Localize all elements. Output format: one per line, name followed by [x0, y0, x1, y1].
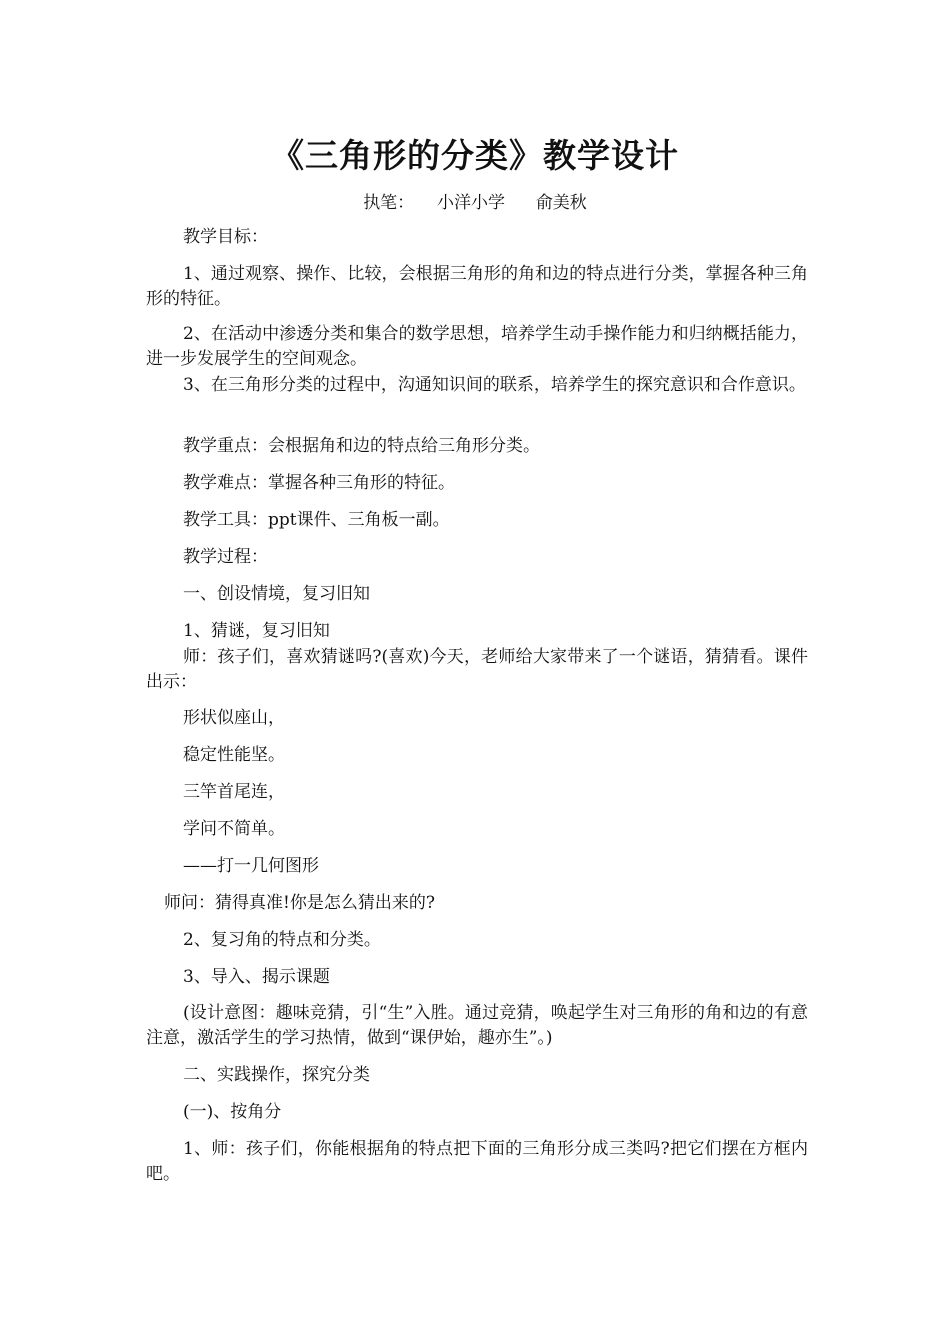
- author-name: 俞美秋: [535, 193, 587, 213]
- paragraph: 1、猜谜，复习旧知: [183, 621, 330, 641]
- section-heading: 一、创设情境，复习旧知: [183, 584, 370, 604]
- riddle-answer-hint: ——打一几何图形: [183, 856, 319, 876]
- paragraph: 师：孩子们，喜欢猜谜吗?(喜欢)今天，老师给大家带来了一个谜语，猜猜看。课件出示：: [146, 647, 808, 692]
- section-heading: 二、实践操作，探究分类: [183, 1065, 370, 1085]
- paragraph: 1、师：孩子们，你能根据角的特点把下面的三角形分成三类吗?把它们摆在方框内吧。: [146, 1139, 808, 1184]
- paragraph: 教学目标：: [183, 227, 268, 247]
- riddle-line: 稳定性能坚。: [183, 745, 285, 765]
- paragraph: 教学重点：会根据角和边的特点给三角形分类。: [183, 436, 540, 456]
- paragraph: 师问：猜得真准!你是怎么猜出来的?: [164, 893, 435, 913]
- author-label: 执笔：: [363, 193, 415, 213]
- paragraph: (设计意图：趣味竞猜，引“生”入胜。通过竞猜，唤起学生对三角形的角和边的有意注意，激活学生的学习热情，做到“课伊始，趣亦生”。): [146, 1003, 808, 1048]
- author-school: 小洋小学: [437, 193, 505, 213]
- paragraph: 教学过程：: [183, 547, 268, 567]
- paragraph: 教学工具：ppt课件、三角板一副。: [183, 510, 450, 530]
- paragraph: 3、在三角形分类的过程中，沟通知识间的联系，培养学生的探究意识和合作意识。: [183, 375, 806, 395]
- author-line: [0, 188, 950, 213]
- paragraph: 1、通过观察、操作、比较，会根据三角形的角和边的特点进行分类，掌握各种三角形的特征。: [146, 264, 808, 309]
- paragraph: 3、导入、揭示课题: [183, 967, 330, 987]
- riddle-line: 三竿首尾连，: [183, 782, 285, 802]
- paragraph: 2、复习角的特点和分类。: [183, 930, 381, 950]
- paragraph: 2、在活动中渗透分类和集合的数学思想，培养学生动手操作能力和归纳概括能力，进一步发展学生的空间观念。: [146, 324, 808, 369]
- riddle-line: 学问不简单。: [183, 819, 285, 839]
- document-title: 《三角形的分类》教学设计: [271, 136, 679, 175]
- riddle-line: 形状似座山，: [183, 708, 285, 728]
- subsection-heading: (一)、按角分: [183, 1102, 282, 1122]
- paragraph: 教学难点：掌握各种三角形的特征。: [183, 473, 455, 493]
